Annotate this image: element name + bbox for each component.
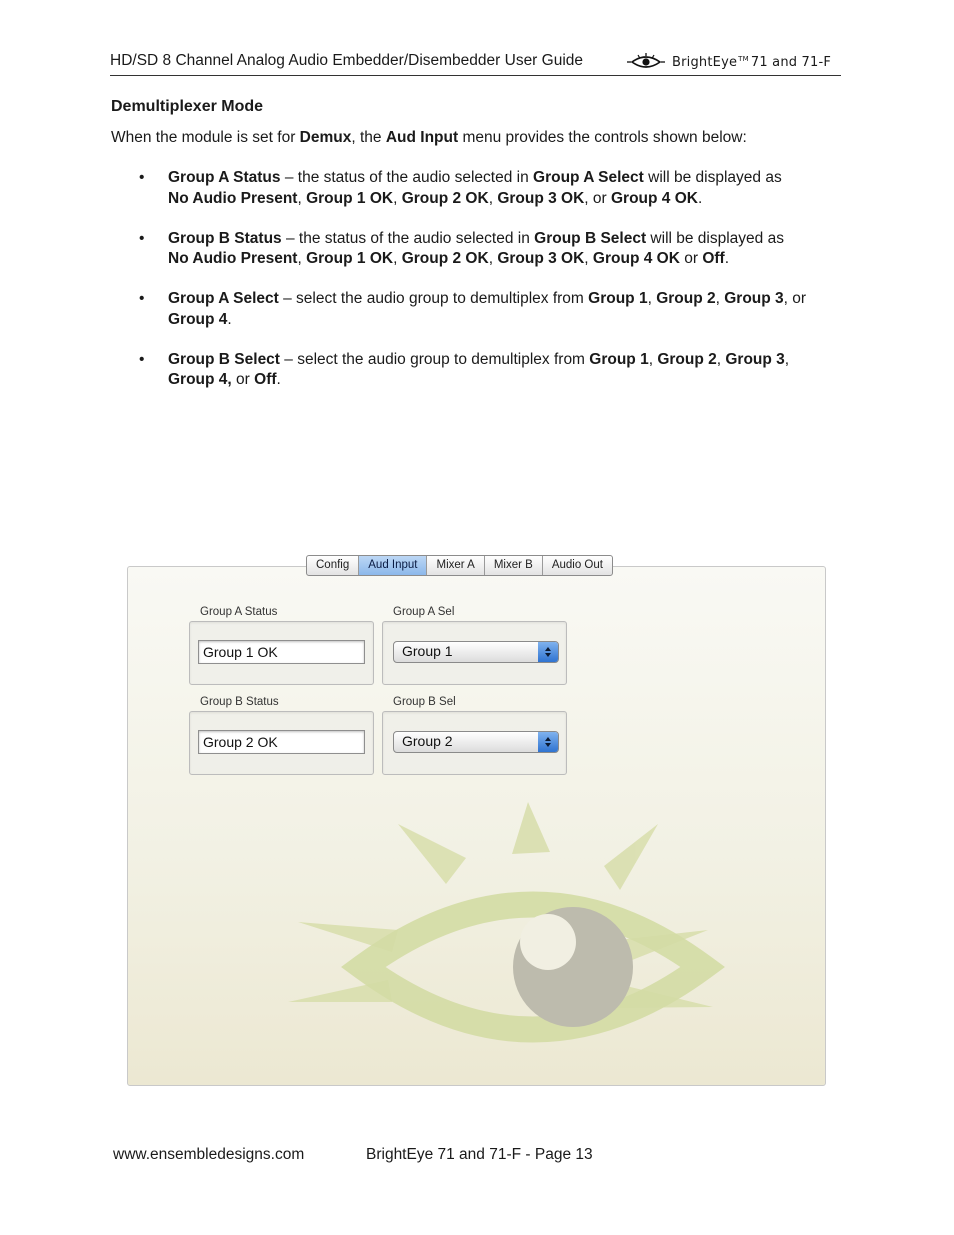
header-divider xyxy=(110,75,841,76)
list-item: • Group A Status – the status of the audio selected in Group A Select will be displayed as No Audio Present, Group 1 OK, Group 2 OK, Group 3 OK, or Group 4 OK. xyxy=(137,168,827,209)
tab-audio-out[interactable]: Audio Out xyxy=(551,559,603,571)
group-a-sel-box xyxy=(382,621,567,685)
group-b-select-value: Group 2 xyxy=(402,733,453,749)
tab-bar xyxy=(306,555,613,576)
tab-config[interactable]: Config xyxy=(307,556,359,575)
logo-text: BrightEye™ 71 and 71-F xyxy=(672,54,832,70)
group-a-select-value: Group 1 xyxy=(402,643,453,659)
group-b-status-box xyxy=(189,711,374,775)
brighteye-watermark-icon xyxy=(268,802,728,1086)
list-item: • Group B Status – the status of the audio selected in Group B Select will be displayed as No Audio Present, Group 1 OK, Group 2 OK, Group 3 OK, Group 4 OK or Off. xyxy=(137,229,827,270)
tab-mixer-a[interactable]: Mixer A xyxy=(427,556,484,575)
page-header-title: HD/SD 8 Channel Analog Audio Embedder/Disembedder User Guide xyxy=(110,52,584,69)
updown-arrows-icon xyxy=(538,642,558,662)
list-item: • Group A Select – select the audio group to demultiplex from Group 1, Group 2, Group 3, or Group 4. xyxy=(137,289,827,330)
group-a-status-field: Group 1 OK xyxy=(198,640,365,664)
bullet-list xyxy=(137,168,827,410)
updown-arrows-icon xyxy=(538,732,558,752)
aud-input-screenshot xyxy=(123,555,828,1088)
intro-paragraph: When the module is set for Demux, the Aud Input menu provides the controls shown below: xyxy=(111,129,747,146)
group-b-status-field: Group 2 OK xyxy=(198,730,365,754)
group-a-sel-label: Group A Sel xyxy=(393,606,455,618)
footer-url[interactable]: www.ensembledesigns.com xyxy=(113,1146,305,1163)
brighteye-logo xyxy=(626,50,831,74)
group-a-status-label: Group A Status xyxy=(200,606,278,618)
brighteye-eye-icon xyxy=(626,53,666,71)
list-item: • Group B Select – select the audio group to demultiplex from Group 1, Group 2, Group 3, Group 4, or Off. xyxy=(137,350,827,391)
group-a-select[interactable] xyxy=(393,641,559,663)
section-heading: Demultiplexer Mode xyxy=(111,98,264,115)
tab-mixer-b[interactable]: Mixer B xyxy=(485,556,543,575)
tab-aud-input[interactable]: Aud Input xyxy=(359,556,427,575)
group-b-status-label: Group B Status xyxy=(200,696,279,708)
footer-page-number: BrightEye 71 and 71-F - Page 13 xyxy=(366,1146,593,1163)
group-b-sel-label: Group B Sel xyxy=(393,696,456,708)
group-a-status-box xyxy=(189,621,374,685)
group-b-select[interactable] xyxy=(393,731,559,753)
group-b-sel-box xyxy=(382,711,567,775)
